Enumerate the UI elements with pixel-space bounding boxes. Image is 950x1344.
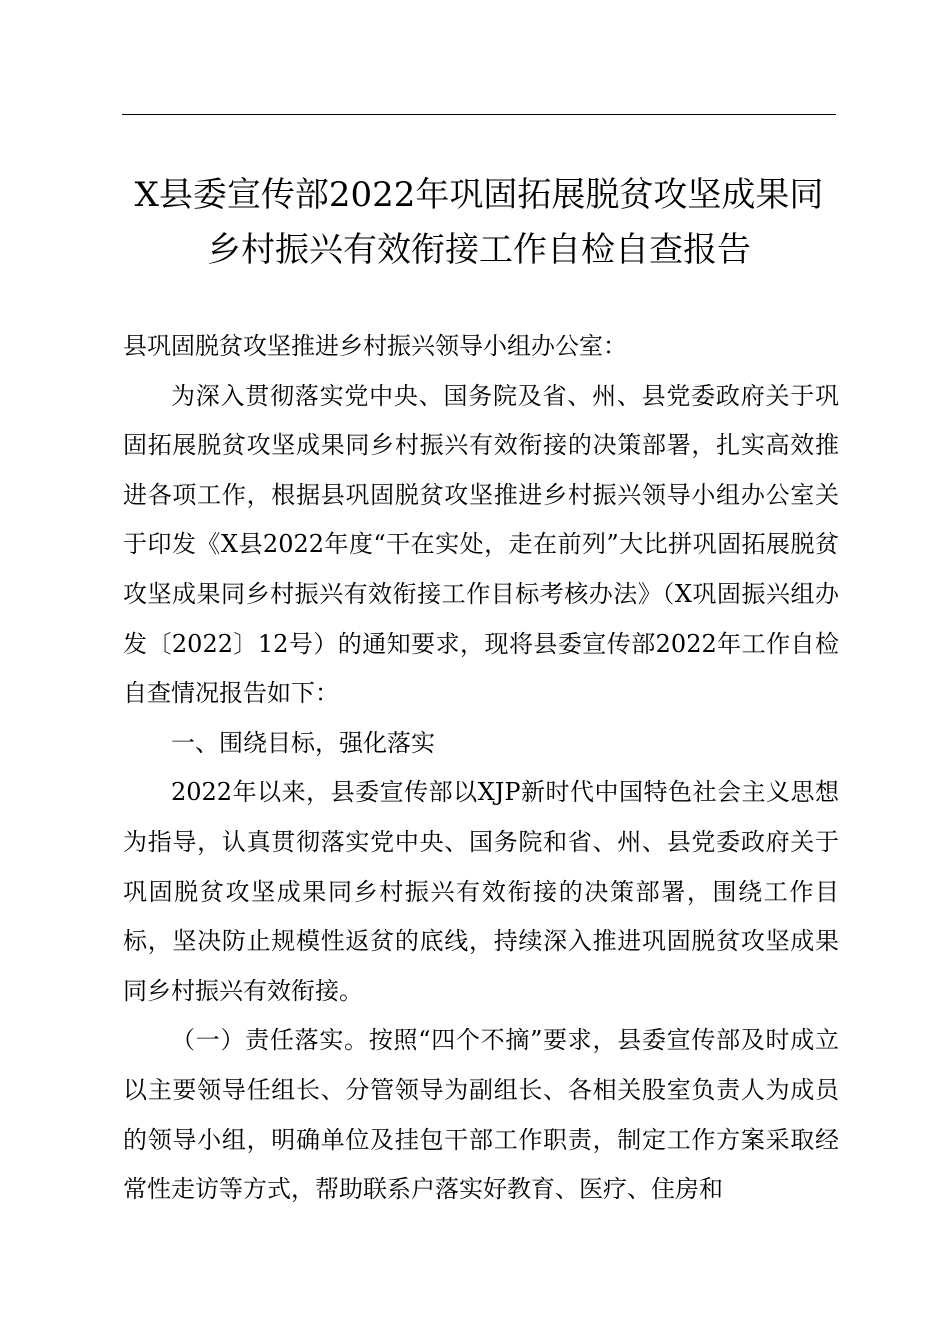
paragraph-overview: 2022年以来，县委宣传部以XJP新时代中国特色社会主义思想为指导，认真贯彻落实党中央、国务院和省、州、县党委政府关于巩固脱贫攻坚成果同乡村振兴有效衔接的决策部署，围绕工作目标，坚决防止规模性返贫的底线，持续深入推进巩固脱贫攻坚成果同乡村振兴有效衔接。 (123, 778, 839, 1005)
title-line-1: X县委宣传部2022年巩固拓展脱贫攻坚成果同 (134, 175, 824, 215)
salutation: 县巩固脱贫攻坚推进乡村振兴领导小组办公室： (123, 332, 627, 360)
paragraph-responsibility: （一）责任落实。按照“四个不摘”要求，县委宣传部及时成立以主要领导任组长、分管领导为副组长、各相关股室负责人为成员的领导小组，明确单位及挂包干部工作职责，制定工作方案采取经常性走访等方式，帮助联系户落实好教育、医疗、住房和 (123, 1026, 839, 1204)
title-line-2: 乡村振兴有效衔接工作自检自查报告 (207, 230, 751, 270)
document-title (110, 168, 848, 278)
section-heading-1: 一、围绕目标，强化落实 (171, 728, 435, 757)
document-body (123, 322, 839, 1215)
header-rule (122, 114, 836, 115)
paragraph-intro: 为深入贯彻落实党中央、国务院及省、州、县党委政府关于巩固拓展脱贫攻坚成果同乡村振兴有效衔接的决策部署，扎实高效推进各项工作，根据县巩固脱贫攻坚推进乡村振兴领导小组办公室关于印发《X县2022年度“干在实处，走在前列”大比拼巩固拓展脱贫攻坚成果同乡村振兴有效衔接工作目标考核办法》（X巩固振兴组办发〔2022〕12号）的通知要求，现将县委宣传部2022年工作自检自查情况报告如下： (123, 381, 839, 708)
